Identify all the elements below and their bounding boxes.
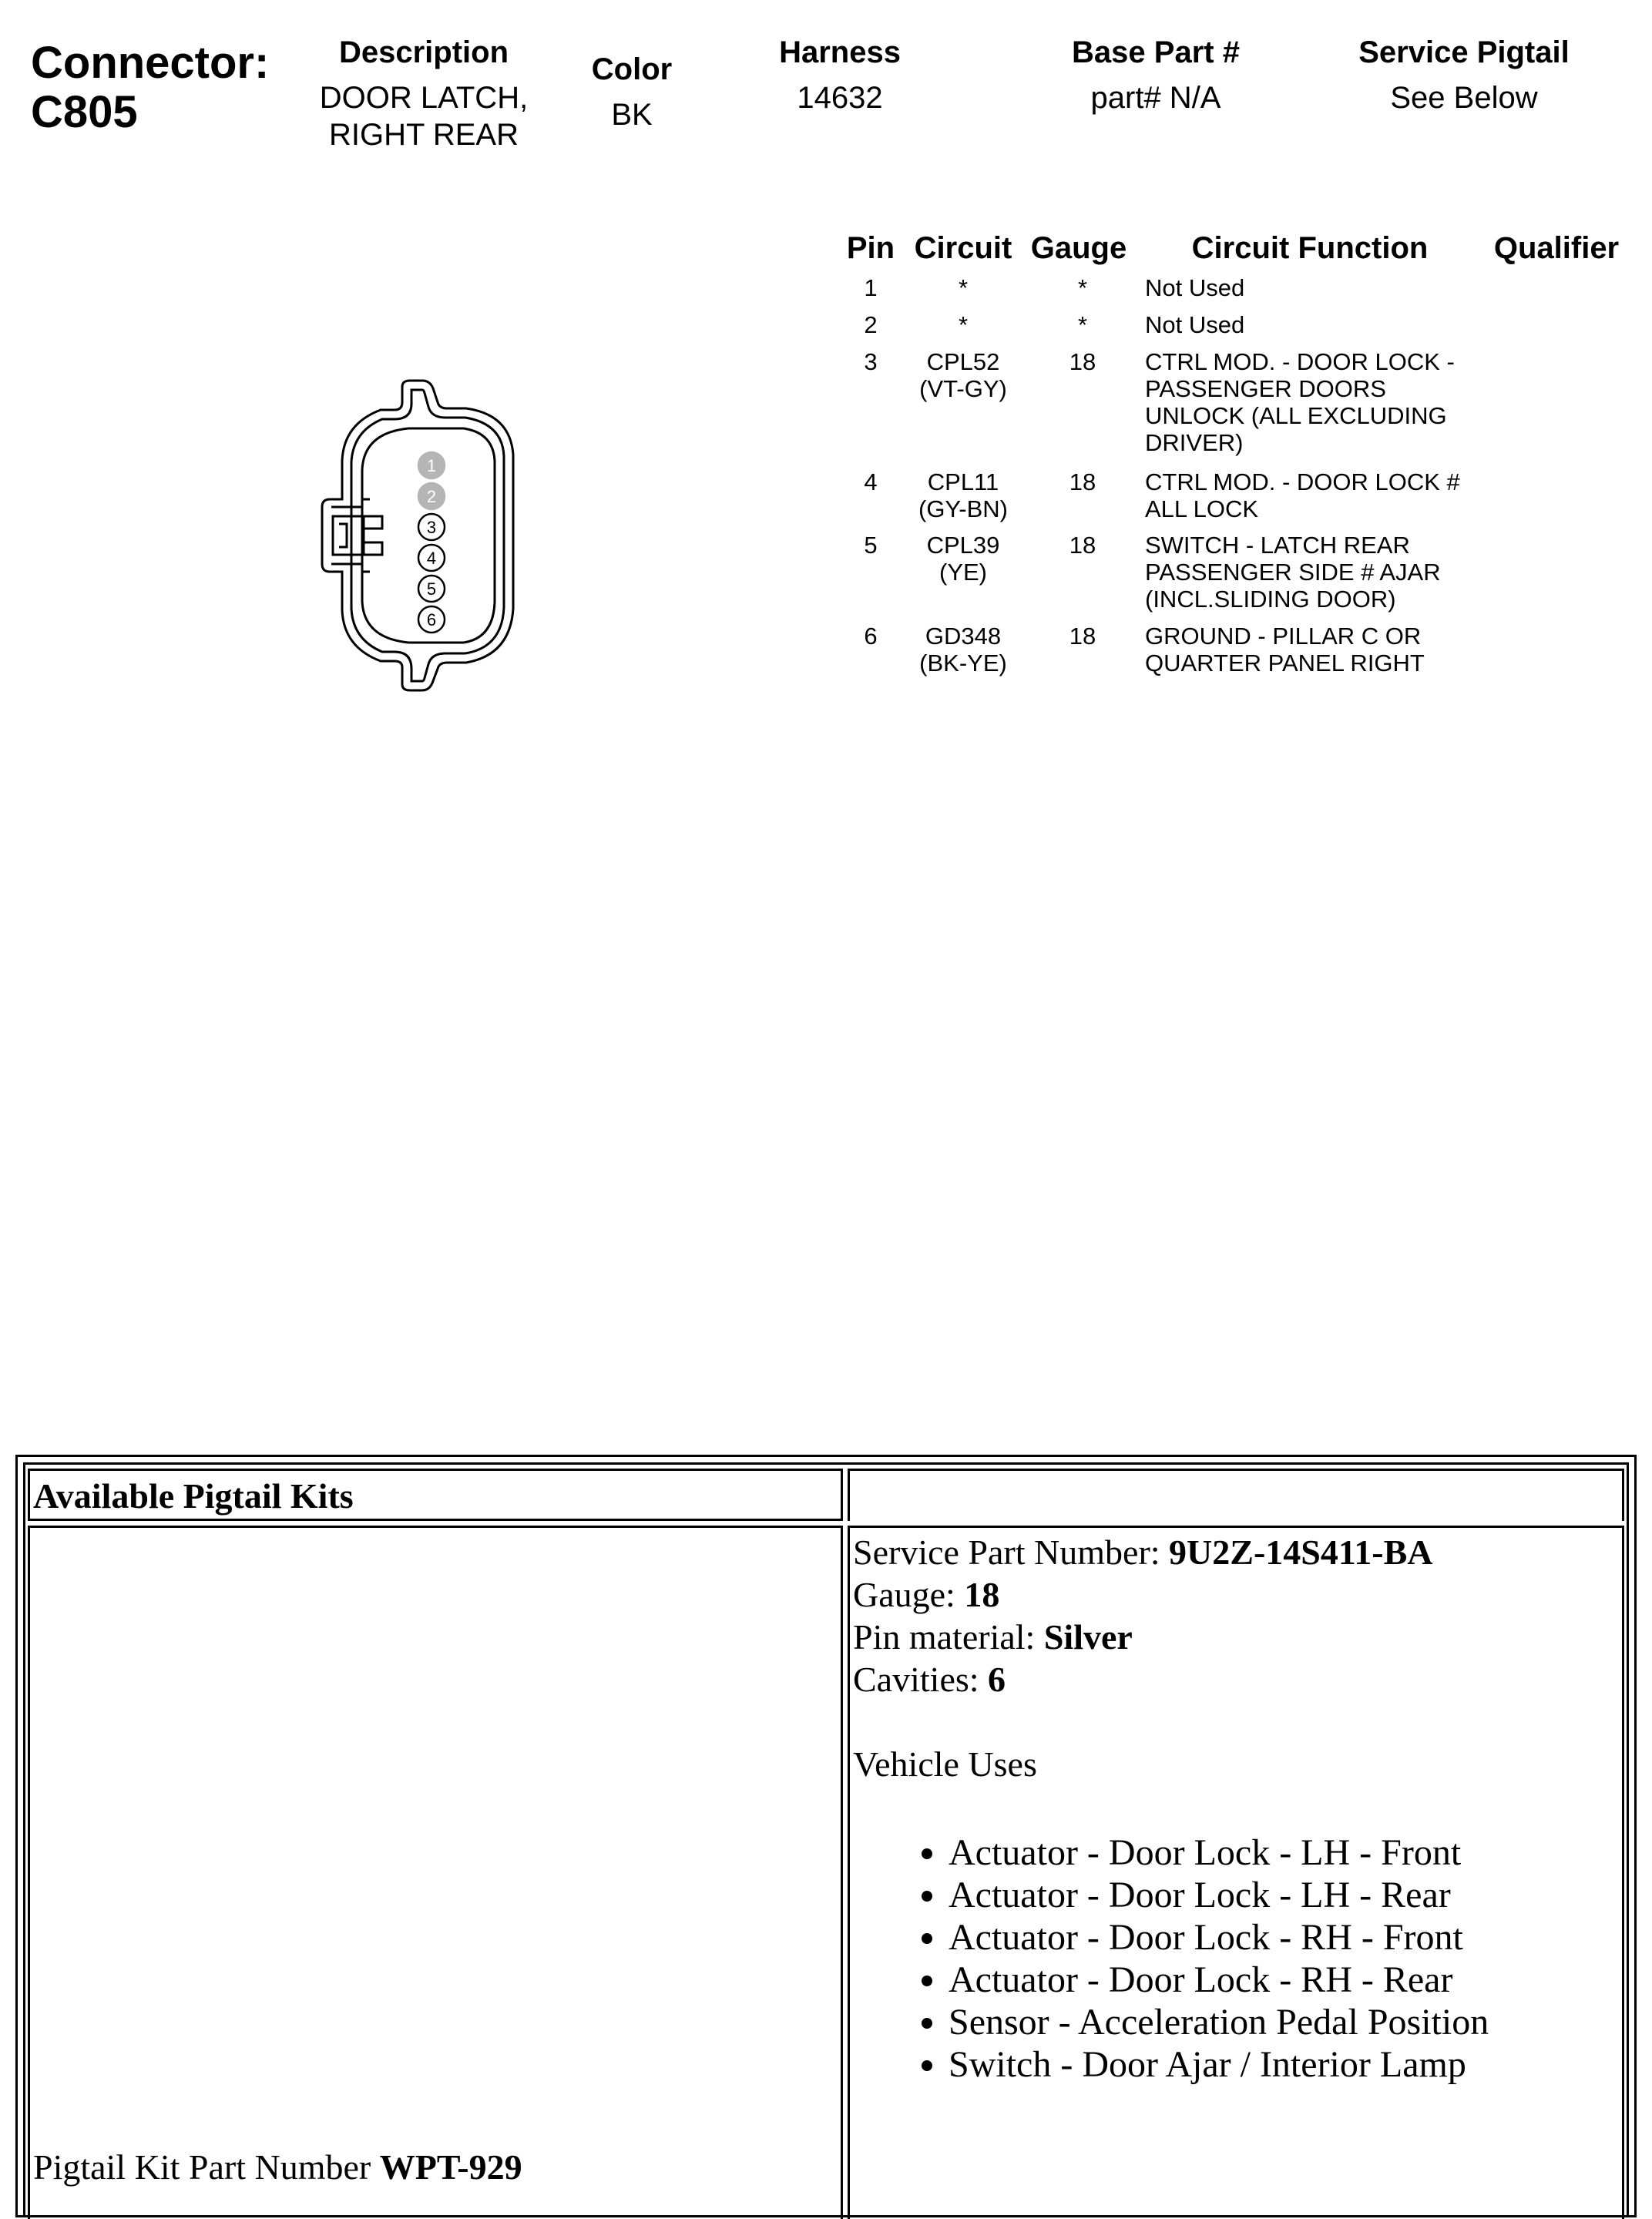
pin-material-label: Pin material: [853, 1617, 1044, 1657]
description-column [293, 35, 555, 153]
pin-cavity-number: 4 [426, 549, 437, 568]
pin-cavity-2 [418, 483, 445, 509]
pin-cavity-number: 5 [426, 579, 437, 599]
vehicle-use-item: • Actuator - Door Lock - LH - Front [949, 1831, 1616, 1874]
pin-number: 6 [864, 623, 878, 650]
gauge-cell: 18 [1069, 623, 1096, 650]
service-pigtail-value: See Below [1390, 81, 1538, 115]
vehicle-use-item: • Switch - Door Ajar / Interior Lamp [949, 2043, 1616, 2086]
pin-material-value: Silver [1043, 1617, 1133, 1657]
function-line: PASSENGER DOORS [1145, 375, 1386, 402]
pigtail-title-cell [28, 1469, 843, 1521]
connector-label: Connector: [31, 38, 270, 88]
circuit-line: (GY-BN) [918, 495, 1008, 522]
color-column [570, 52, 693, 133]
pin-cavity-5 [418, 576, 445, 602]
function-line: DRIVER) [1145, 429, 1244, 456]
gauge-cell: 18 [1069, 348, 1096, 375]
circuit-line: CPL39 [926, 532, 1000, 559]
base-part-column [1025, 35, 1287, 116]
color-value: BK [611, 98, 653, 132]
color-label: Color [591, 52, 673, 86]
cavities-spec [853, 1658, 1616, 1700]
description-label: Description [338, 35, 509, 69]
description-value [293, 79, 555, 153]
pigtail-image-cell [28, 1526, 843, 2219]
function-line: Not Used [1145, 311, 1245, 338]
cavities-value: 6 [988, 1660, 1006, 1699]
function-cell [1145, 274, 1484, 301]
function-cell [1145, 623, 1484, 676]
connector-housing-outline [322, 381, 513, 690]
pin-number: 2 [864, 311, 878, 338]
description-line: DOOR LATCH, [319, 81, 529, 115]
function-line: CTRL MOD. - DOOR LOCK - [1145, 348, 1455, 375]
vehicle-use-item: • Actuator - Door Lock - RH - Front [949, 1916, 1616, 1959]
kit-part-value: WPT-929 [379, 2147, 522, 2187]
function-line: (INCL.SLIDING DOOR) [1145, 586, 1396, 613]
circuit-cell [902, 311, 1025, 338]
pin-number: 4 [864, 468, 878, 495]
harness-label: Harness [779, 35, 901, 69]
pin-number: 3 [864, 348, 878, 375]
qualifier-col-header: Qualifier [1493, 231, 1620, 265]
circuit-line: (YE) [939, 559, 987, 586]
circuit-line: * [958, 274, 969, 301]
function-line: Not Used [1145, 274, 1245, 301]
service-pigtail-label: Service Pigtail [1358, 35, 1570, 69]
harness-value: 14632 [797, 81, 883, 115]
gauge-cell: 18 [1069, 468, 1096, 495]
gauge-value: 18 [964, 1575, 1000, 1614]
pigtail-details [853, 1531, 1616, 2086]
circuit-line: * [958, 311, 969, 338]
function-line: CTRL MOD. - DOOR LOCK # [1145, 468, 1460, 495]
pin-number: 5 [864, 532, 878, 559]
pigtail-details-cell [848, 1526, 1624, 2219]
vehicle-uses-label: Vehicle Uses [853, 1744, 1037, 1784]
vehicle-use-item: • Sensor - Acceleration Pedal Position [949, 2001, 1616, 2043]
cavities-label: Cavities: [853, 1660, 989, 1699]
pin-cavity-number: 1 [426, 456, 437, 475]
pin-cavity-number: 2 [426, 487, 437, 506]
pin-col-header: Pin [846, 231, 895, 265]
vehicle-uses-list [853, 1831, 1616, 2086]
pin-material-spec [853, 1616, 1616, 1658]
circuit-line: CPL11 [927, 468, 999, 495]
vehicle-use-item: • Actuator - Door Lock - RH - Rear [949, 1959, 1616, 2001]
service-part-value: 9U2Z-14S411-BA [1169, 1532, 1433, 1572]
circuit-cell [902, 532, 1025, 586]
connector-title [31, 39, 269, 137]
function-cell [1145, 348, 1484, 456]
circuit-cell [902, 274, 1025, 301]
vehicle-use-item: • Actuator - Door Lock - LH - Rear [949, 1874, 1616, 1916]
gauge-label: Gauge: [853, 1575, 965, 1614]
pin-cavity-number: 6 [426, 610, 437, 629]
harness-column [740, 35, 940, 116]
pin-cavity-4 [418, 545, 445, 571]
function-line: SWITCH - LATCH REAR [1145, 532, 1410, 559]
function-line: PASSENGER SIDE # AJAR [1145, 559, 1441, 586]
function-line: QUARTER PANEL RIGHT [1145, 650, 1425, 676]
function-line: UNLOCK (ALL EXCLUDING [1145, 402, 1447, 429]
service-part-label: Service Part Number: [853, 1532, 1170, 1572]
base-part-label: Base Part # [1072, 35, 1240, 69]
pin-cavity-1 [418, 452, 445, 478]
pigtail-kits-title: Available Pigtail Kits [33, 1476, 354, 1516]
gauge-spec [853, 1573, 1616, 1616]
gauge-cell: * [1077, 311, 1088, 338]
kit-part-number [33, 2146, 522, 2188]
function-line: ALL LOCK [1145, 495, 1259, 522]
circuit-line: GD348 [925, 623, 1002, 650]
circuit-cell [902, 348, 1025, 402]
function-cell [1145, 468, 1484, 522]
function-col-header: Circuit Function [1191, 231, 1429, 265]
function-cell [1145, 311, 1484, 338]
circuit-cell [902, 468, 1025, 522]
function-line: GROUND - PILLAR C OR [1145, 623, 1422, 650]
gauge-col-header: Gauge [1030, 231, 1127, 265]
circuit-line: (BK-YE) [919, 650, 1007, 676]
circuit-line: CPL52 [926, 348, 1000, 375]
gauge-cell: 18 [1069, 532, 1096, 559]
pin-cavities [418, 452, 445, 633]
gauge-cell: * [1077, 274, 1088, 301]
connector-id: C805 [31, 87, 138, 137]
pigtail-title-empty-cell [848, 1469, 1624, 1521]
circuit-line: (VT-GY) [919, 375, 1007, 402]
connector-face-diagram [316, 370, 524, 701]
circuit-col-header: Circuit [914, 231, 1012, 265]
description-line: RIGHT REAR [329, 118, 519, 152]
kit-part-label: Pigtail Kit Part Number [33, 2147, 380, 2187]
pin-cavity-6 [418, 606, 445, 633]
circuit-cell [902, 623, 1025, 676]
function-cell [1145, 532, 1484, 613]
pin-number: 1 [864, 274, 878, 301]
pin-cavity-3 [418, 514, 445, 540]
service-part-number [853, 1531, 1616, 1573]
base-part-value: part# N/A [1090, 81, 1221, 115]
service-pigtail-column [1310, 35, 1618, 116]
pin-cavity-number: 3 [426, 518, 437, 537]
